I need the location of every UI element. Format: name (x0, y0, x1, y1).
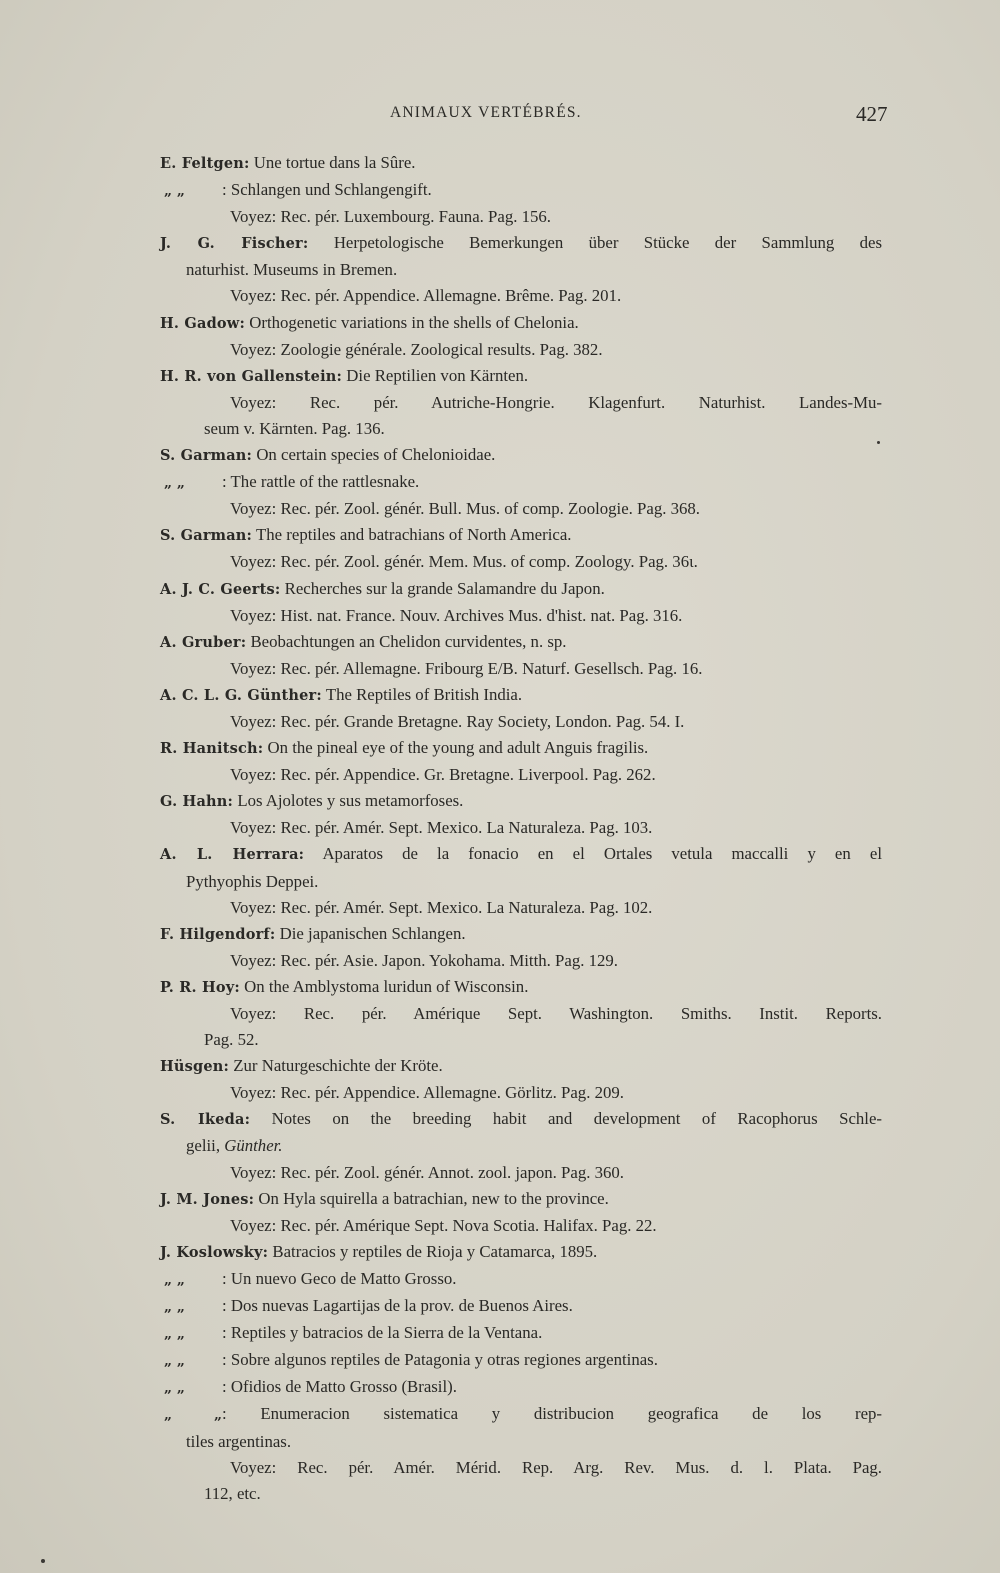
entry-heading (160, 442, 882, 469)
author-name: E. Feltgen: (160, 155, 250, 172)
bibliography-entry (160, 1401, 882, 1454)
author-name: H. Gadow: (160, 314, 246, 332)
reference-text: Voyez: Rec. pér. Amér. Sept. Mexico. La Naturaleza. Pag. 103. (230, 818, 653, 838)
continuation-line (160, 1481, 882, 1507)
work-title: On Hyla squirella a batrachian, new to the province. (258, 1188, 609, 1208)
continuation-text: 112, etc. (204, 1483, 261, 1503)
bibliography-entry (160, 1106, 882, 1159)
continuation-line (160, 1133, 882, 1159)
bibliography-entry (160, 310, 882, 337)
bibliography-entry (160, 709, 882, 735)
ditto-mark: „ „ (164, 1299, 185, 1316)
ditto-mark: „ „ (164, 1326, 185, 1343)
reference-text: Voyez: Rec. pér. Autriche-Hongrie. Klagenfurt. Naturhist. Landes-Mu- (230, 392, 882, 412)
author-name: H. R. von Gallenstein: (160, 367, 343, 385)
continuation-text: gelii, (186, 1136, 221, 1156)
reference-line (160, 204, 882, 230)
work-title: On certain species of Chelonioidae. (256, 445, 496, 465)
work-title: Recherches sur la grande Salamandre du Japon. (284, 578, 605, 598)
bibliography-entry (160, 1080, 882, 1106)
author-name: J. G. Fischer: (160, 235, 309, 253)
bibliography-entry (160, 921, 882, 948)
reference-line (160, 656, 882, 682)
continuation-text: Pythyophis Deppei. (186, 871, 319, 891)
work-title: Beobachtungen an Chelidon curvidentes, n. sp. (250, 631, 567, 651)
continuation-text: seum v. Kärnten. Pag. 136. (204, 418, 385, 438)
continuation-text: Pag. 52. (204, 1030, 259, 1050)
bibliography-entry (160, 363, 882, 390)
reference-line (160, 390, 882, 416)
ditto-entry (160, 1266, 882, 1293)
bibliography-entry (160, 1455, 882, 1507)
ditto-entry (160, 1401, 882, 1428)
bibliography-entry (160, 150, 882, 177)
entry-heading (160, 363, 882, 390)
bibliography-entry (160, 1320, 882, 1347)
author-name: S. Garman: (160, 527, 253, 545)
work-title: : Dos nuevas Lagartijas de la prov. de Buenos Aires. (222, 1296, 573, 1316)
bibliography-entry (160, 549, 882, 575)
bibliography-entry (160, 1213, 882, 1239)
entry-heading (160, 682, 882, 709)
work-title: Los Ajolotes y sus metamorfoses. (237, 791, 464, 811)
continuation-text: naturhist. Museums in Bremen. (186, 260, 398, 280)
ditto-entry (160, 1347, 882, 1374)
page-number: 427 (856, 102, 888, 126)
reference-line (160, 549, 882, 575)
entry-heading (160, 788, 882, 815)
bibliography-entry (160, 442, 882, 469)
reference-text: Voyez: Rec. pér. Amérique Sept. Nova Scotia. Halifax. Pag. 22. (230, 1215, 657, 1235)
reference-line (160, 603, 882, 629)
ditto-entry (160, 177, 882, 204)
bibliography-entry (160, 762, 882, 788)
continuation-line (160, 416, 882, 442)
work-title: : Ofidios de Matto Grosso (Brasil). (222, 1377, 457, 1397)
work-title: Batracios y reptiles de Rioja y Catamarca, 1895. (272, 1241, 598, 1261)
bibliography-entry (160, 1293, 882, 1320)
running-header (0, 104, 1000, 134)
reference-text: Voyez: Rec. pér. Zool. génér. Annot. zool. japon. Pag. 360. (230, 1162, 624, 1182)
bibliography-entry (160, 603, 882, 629)
bibliography-entry (160, 895, 882, 921)
author-name: S. Ikeda: (160, 1111, 251, 1129)
work-title: : Enumeracion sistematica y distribucion geografica de los rep- (222, 1404, 882, 1424)
work-title: The Reptiles of British India. (325, 684, 523, 704)
reference-line (160, 762, 882, 788)
bibliography-entry (160, 496, 882, 522)
author-name: J. M. Jones: (160, 1190, 255, 1208)
ditto-mark: „ „ (164, 1353, 185, 1370)
reference-text: Voyez: Rec. pér. Grande Bretagne. Ray Society, London. Pag. 54. I. (230, 711, 685, 731)
paper-speck (41, 1559, 45, 1563)
author-name: A. C. L. G. Günther: (160, 686, 322, 704)
bibliography-entry (160, 283, 882, 309)
ditto-entry (160, 1320, 882, 1347)
work-title: Notes on the breeding habit and development of Racophorus Schle- (271, 1109, 882, 1129)
bibliography-entry (160, 230, 882, 283)
work-title: Une tortue dans la Sûre. (253, 153, 416, 172)
author-name: R. Hanitsch: (160, 740, 264, 758)
bibliography-entry (160, 788, 882, 815)
bibliography-entry (160, 841, 882, 894)
reference-line (160, 283, 882, 309)
bibliography-entry (160, 629, 882, 656)
work-title: On the Amblystoma luridun of Wisconsin. (244, 976, 529, 996)
reference-line (160, 948, 882, 974)
reference-text: Voyez: Zoologie générale. Zoological results. Pag. 382. (230, 339, 603, 359)
reference-text: Voyez: Rec. pér. Zool. génér. Mem. Mus. of comp. Zoology. Pag. 36ɩ. (230, 552, 698, 572)
work-title: Aparatos de la fonacio en el Ortales vetula maccalli y en el (322, 844, 882, 864)
entry-heading (160, 735, 882, 762)
entry-heading (160, 150, 882, 177)
reference-line (160, 1213, 882, 1239)
reference-line (160, 1455, 882, 1481)
author-name: A. Gruber: (160, 633, 247, 651)
reference-text: Voyez: Rec. pér. Luxembourg. Fauna. Pag. 156. (230, 207, 551, 227)
work-title: : Un nuevo Geco de Matto Grosso. (222, 1268, 457, 1288)
work-title: The reptiles and batrachians of North America. (256, 525, 572, 545)
work-title: Die Reptilien von Kärnten. (346, 365, 529, 385)
reference-text: Voyez: Rec. pér. Appendice. Allemagne. Brême. Pag. 201. (230, 286, 622, 306)
author-name: S. Garman: (160, 447, 253, 465)
continuation-line (160, 1027, 882, 1053)
entry-heading (160, 974, 882, 1001)
italic-authority (224, 1136, 282, 1155)
entry-heading (160, 1106, 882, 1133)
reference-text: Voyez: Hist. nat. France. Nouv. Archives Mus. d'hist. nat. Pag. 316. (230, 605, 683, 625)
entry-heading (160, 921, 882, 948)
ditto-entry (160, 469, 882, 496)
work-title: : Reptiles y batracios de la Sierra de la Ventana. (222, 1323, 543, 1343)
bibliography-entry (160, 337, 882, 363)
author-name: P. R. Hoy: (160, 978, 240, 996)
author-name: A. L. Herrara: (160, 846, 305, 864)
work-title: : Sobre algunos reptiles de Patagonia y otras regiones argentinas. (222, 1350, 658, 1370)
reference-line (160, 1001, 882, 1027)
bibliography-entry (160, 469, 882, 496)
entry-heading (160, 230, 882, 257)
running-title: ANIMAUX VERTÉBRÉS. (390, 104, 582, 121)
reference-line (160, 815, 882, 841)
work-title: Die japanischen Schlangen. (279, 923, 466, 943)
bibliography-entry (160, 815, 882, 841)
reference-line (160, 496, 882, 522)
bibliography-entry (160, 576, 882, 603)
continuation-text: tiles argentinas. (186, 1431, 292, 1451)
entry-heading (160, 1186, 882, 1213)
bibliography-entry (160, 735, 882, 762)
work-title: On the pineal eye of the young and adult Anguis fragilis. (267, 738, 649, 758)
work-title: : Schlangen und Schlangengift. (222, 180, 432, 200)
reference-text: Voyez: Rec. pér. Appendice. Allemagne. Görlitz. Pag. 209. (230, 1083, 624, 1103)
ditto-mark: „ „ (164, 1380, 185, 1397)
entry-heading (160, 1053, 882, 1080)
reference-text: Voyez: Rec. pér. Amér. Mérid. Rep. Arg. Rev. Mus. d. l. Plata. Pag. (230, 1457, 882, 1477)
author-name: G. Hahn: (160, 793, 234, 811)
ditto-entry (160, 1293, 882, 1320)
bibliography-entry (160, 1160, 882, 1186)
bibliography-entry (160, 974, 882, 1001)
reference-line (160, 1160, 882, 1186)
bibliography-entry (160, 1374, 882, 1401)
bibliography-entry (160, 204, 882, 230)
reference-line (160, 1080, 882, 1106)
entry-heading (160, 522, 882, 549)
continuation-line (160, 1429, 882, 1455)
work-title: : The rattle of the rattlesnake. (222, 472, 420, 492)
reference-line (160, 895, 882, 921)
bibliography-entry (160, 1266, 882, 1293)
reference-text: Voyez: Rec. pér. Allemagne. Fribourg E/B. Naturf. Gesellsch. Pag. 16. (230, 658, 703, 678)
reference-text: Voyez: Rec. pér. Zool. génér. Bull. Mus. of comp. Zoologie. Pag. 368. (230, 499, 700, 519)
author-name: J. Koslowsky: (160, 1243, 269, 1261)
reference-line (160, 709, 882, 735)
entry-heading (160, 841, 882, 868)
paper-speck (877, 441, 880, 444)
entry-heading (160, 576, 882, 603)
ditto-mark: „ „ (164, 1407, 222, 1424)
work-title: Zur Naturgeschichte der Kröte. (233, 1056, 443, 1076)
work-title: Herpetologische Bemerkungen über Stücke der Sammlung des (333, 233, 882, 253)
bibliography-entry (160, 177, 882, 204)
bibliography-entry (160, 1001, 882, 1053)
author-name: A. J. C. Geerts: (160, 580, 281, 598)
bibliography-entry (160, 1347, 882, 1374)
reference-text: Voyez: Rec. pér. Asie. Japon. Yokohama. Mitth. Pag. 129. (230, 950, 618, 970)
entry-heading (160, 310, 882, 337)
entry-heading (160, 1239, 882, 1266)
ditto-mark: „ „ (164, 183, 185, 200)
entry-heading (160, 629, 882, 656)
bibliography-entry (160, 390, 882, 442)
ditto-mark: „ „ (164, 1271, 185, 1288)
bibliography-entry (160, 948, 882, 974)
author-name: Hüsgen: (160, 1058, 230, 1076)
continuation-line (160, 869, 882, 895)
author-name: F. Hilgendorf: (160, 925, 276, 943)
reference-text: Voyez: Rec. pér. Amér. Sept. Mexico. La Naturaleza. Pag. 102. (230, 897, 653, 917)
ditto-entry (160, 1374, 882, 1401)
reference-text: Voyez: Rec. pér. Amérique Sept. Washington. Smiths. Instit. Reports. (230, 1004, 882, 1023)
bibliography-entry (160, 682, 882, 709)
bibliography-list (160, 150, 882, 1507)
bibliography-entry (160, 656, 882, 682)
work-title: Orthogenetic variations in the shells of Chelonia. (249, 312, 579, 332)
bibliography-entry (160, 522, 882, 549)
continuation-line (160, 257, 882, 283)
bibliography-entry (160, 1053, 882, 1080)
reference-line (160, 337, 882, 363)
bibliography-entry (160, 1239, 882, 1266)
authority-name: Günther. (224, 1136, 283, 1156)
reference-text: Voyez: Rec. pér. Appendice. Gr. Bretagne. Liverpool. Pag. 262. (230, 765, 656, 785)
ditto-mark: „ „ (164, 475, 185, 492)
bibliography-entry (160, 1186, 882, 1213)
